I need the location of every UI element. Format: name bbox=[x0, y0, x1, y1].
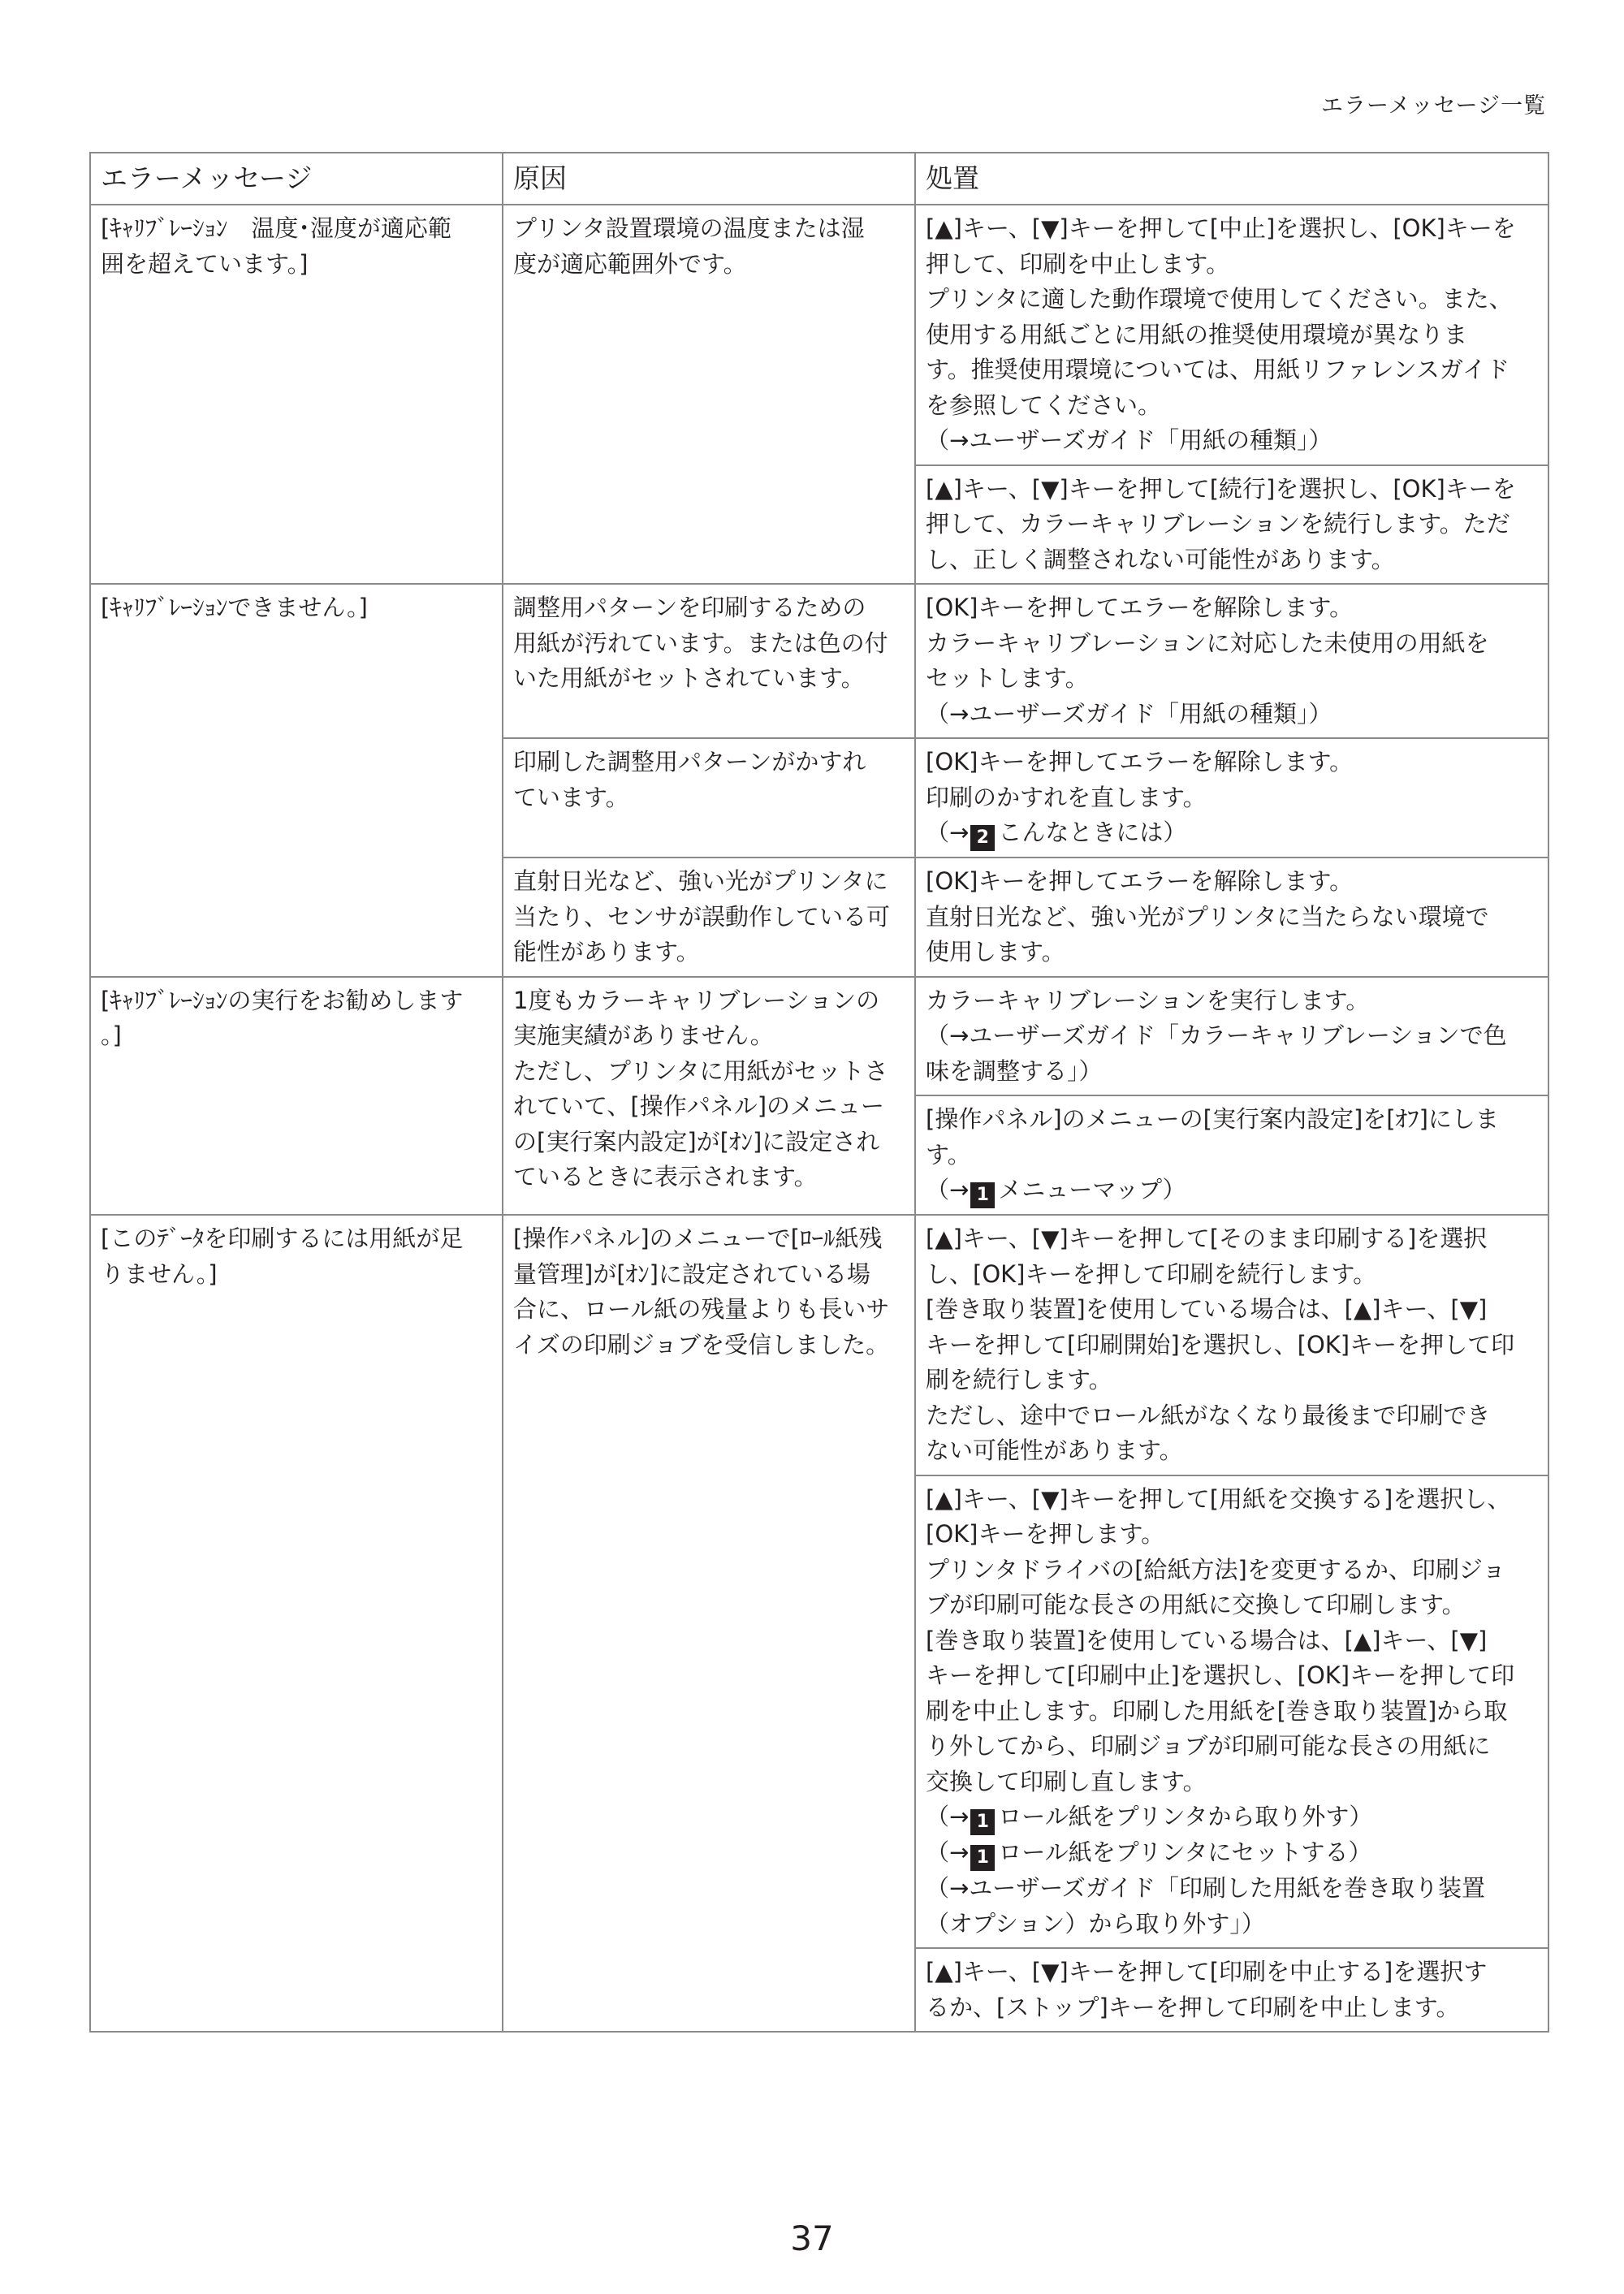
text-line: ているときに表示されます。 bbox=[513, 1163, 818, 1190]
text-line: 押して、カラーキャリブレーションを続行します。ただ bbox=[926, 510, 1510, 538]
reference-link[interactable]: （→ 1 ロール紙をプリンタにセットする） bbox=[926, 1835, 1538, 1871]
text-line: プリンタドライバの[給紙方法]を変更するか、印刷ジョ bbox=[926, 1555, 1506, 1583]
action-cell bbox=[915, 1095, 1548, 1215]
text-line: [▲]キー、[▼]キーを押して[中止]を選択し、[OK]キーを bbox=[926, 214, 1516, 242]
table-header-row bbox=[90, 153, 1548, 205]
text-line: [巻き取り装置]を使用している場合は、[▲]キー、[▼] bbox=[926, 1626, 1488, 1654]
message-cell bbox=[90, 1215, 503, 2032]
text-line: 使用します。 bbox=[926, 938, 1065, 966]
text-line: [▲]キー、[▼]キーを押して[そのまま印刷する]を選択 bbox=[926, 1225, 1488, 1252]
text-line: 当たり、センサが誤動作している可 bbox=[513, 902, 891, 931]
table-row bbox=[90, 1215, 1548, 1475]
action-cell bbox=[915, 205, 1548, 465]
text-line: ブが印刷可能な長さの用紙に交換して印刷します。 bbox=[926, 1591, 1466, 1618]
text-line: キーを押して[印刷開始]を選択し、[OK]キーを押して印 bbox=[926, 1330, 1515, 1359]
text-line: 使用する用紙ごとに用紙の推奨使用環境が異なりま bbox=[926, 320, 1468, 348]
text-line: を参照してください。 bbox=[926, 391, 1162, 419]
text-line: カラーキャリブレーションを実行します。 bbox=[926, 986, 1370, 1014]
text-line: 調整用パターンを印刷するための bbox=[513, 594, 866, 621]
text-line: 刷を続行します。 bbox=[926, 1366, 1112, 1393]
chapter-1-badge-icon: 1 bbox=[970, 1845, 995, 1871]
message-cell bbox=[90, 205, 503, 584]
action-cell bbox=[915, 1215, 1548, 1475]
text-line: 量管理]が[ｵﾝ]に設定されている場 bbox=[513, 1259, 870, 1288]
cause-cell bbox=[503, 738, 915, 858]
text-line: [ｷｬﾘﾌﾞﾚｰｼｮﾝ 温度･湿度が適応範 bbox=[101, 214, 451, 242]
text-line: り外してから、印刷ジョブが印刷可能な長さの用紙に bbox=[926, 1732, 1491, 1760]
action-cell bbox=[915, 465, 1548, 585]
text-line: [ｷｬﾘﾌﾞﾚｰｼｮﾝの実行をお勧めします bbox=[101, 986, 464, 1014]
text-line: 実施実績がありません。 bbox=[513, 1022, 774, 1049]
message-cell bbox=[90, 584, 503, 977]
text-line: 刷を中止します。印刷した用紙を[巻き取り装置]から取 bbox=[926, 1696, 1508, 1725]
text-line: （→ユーザーズガイド「用紙の種類」） bbox=[926, 699, 1332, 728]
text-line: （→ユーザーズガイド「印刷した用紙を巻き取り装置 bbox=[926, 1874, 1485, 1902]
text-line: 度が適応範囲外です。 bbox=[513, 249, 747, 278]
column-header-cause: 原因 bbox=[503, 153, 915, 205]
action-cell bbox=[915, 1475, 1548, 1949]
action-cell bbox=[915, 858, 1548, 977]
reference-link[interactable]: （→ 2 こんなときには） bbox=[926, 815, 1538, 851]
text-line: し、正しく調整されない可能性があります。 bbox=[926, 545, 1395, 573]
text-line: 直射日光など、強い光がプリンタに当たらない環境で bbox=[926, 902, 1489, 931]
text-line: [▲]キー、[▼]キーを押して[用紙を交換する]を選択し、 bbox=[926, 1484, 1511, 1513]
text-line: 印刷した調整用パターンがかすれ bbox=[513, 748, 866, 775]
text-line: 用紙が汚れています。または色の付 bbox=[513, 629, 888, 657]
text-line: れていて、[操作パネル]のメニュー bbox=[513, 1092, 885, 1120]
text-line: [操作パネル]のメニューの[実行案内設定]を[ｵﾌ]にしま bbox=[926, 1105, 1499, 1133]
text-line: 1度もカラーキャリブレーションの bbox=[513, 986, 880, 1014]
chapter-1-badge-icon: 1 bbox=[970, 1809, 995, 1835]
text-line: す。 bbox=[926, 1140, 971, 1169]
error-message-table bbox=[89, 152, 1549, 2033]
cause-cell bbox=[503, 977, 915, 1216]
table-row bbox=[90, 205, 1548, 465]
reference-link[interactable]: （→ 1 メニューマップ） bbox=[926, 1173, 1538, 1208]
text-line: [OK]キーを押してエラーを解除します。 bbox=[926, 594, 1354, 621]
page-number: 37 bbox=[790, 2218, 834, 2258]
reference-link[interactable]: （→ 1 ロール紙をプリンタから取り外す） bbox=[926, 1799, 1538, 1835]
text-line: ただし、途中でロール紙がなくなり最後まで印刷でき bbox=[926, 1401, 1491, 1429]
action-cell bbox=[915, 977, 1548, 1096]
text-line: イズの印刷ジョブを受信しました。 bbox=[513, 1330, 890, 1359]
text-line: （オプション）から取り外す」） bbox=[926, 1909, 1265, 1938]
column-header-action: 処置 bbox=[915, 153, 1548, 205]
text-line: るか、[ストップ]キーを押して印刷を中止します。 bbox=[926, 1993, 1460, 2021]
text-line: 直射日光など、強い光がプリンタに bbox=[513, 867, 888, 895]
text-line: 印刷のかすれを直します。 bbox=[926, 783, 1207, 811]
table-row bbox=[90, 977, 1548, 1096]
text-line: 。] bbox=[101, 1022, 122, 1049]
text-line: [巻き取り装置]を使用している場合は、[▲]キー、[▼] bbox=[926, 1295, 1488, 1323]
cause-cell bbox=[503, 205, 915, 584]
text-line: いた用紙がセットされています。 bbox=[513, 664, 865, 692]
text-line: [ｷｬﾘﾌﾞﾚｰｼｮﾝできません。] bbox=[101, 594, 368, 621]
action-cell bbox=[915, 738, 1548, 858]
message-cell bbox=[90, 977, 503, 1216]
text-line: 交換して印刷し直します。 bbox=[926, 1767, 1207, 1795]
text-line: [OK]キーを押してエラーを解除します。 bbox=[926, 748, 1354, 775]
text-line: [▲]キー、[▼]キーを押して[続行]を選択し、[OK]キーを bbox=[926, 474, 1516, 503]
cause-cell bbox=[503, 1215, 915, 2032]
text-line: の[実行案内設定]が[ｵﾝ]に設定され bbox=[513, 1127, 880, 1156]
page-header-title: エラーメッセージ一覧 bbox=[1320, 93, 1546, 119]
text-line: ない可能性があります。 bbox=[926, 1436, 1183, 1464]
text-line: 囲を超えています。] bbox=[101, 249, 309, 278]
action-cell bbox=[915, 1948, 1548, 2032]
text-line: ています。 bbox=[513, 783, 629, 811]
cause-cell bbox=[503, 584, 915, 738]
action-cell bbox=[915, 584, 1548, 738]
text-line: りません。] bbox=[101, 1259, 218, 1288]
text-line: 合に、ロール紙の残量よりも長いサ bbox=[513, 1295, 890, 1323]
chapter-2-badge-icon: 2 bbox=[970, 825, 995, 851]
text-line: プリンタ設置環境の温度または湿 bbox=[513, 214, 865, 242]
text-line: キーを押して[印刷中止]を選択し、[OK]キーを押して印 bbox=[926, 1661, 1515, 1689]
text-line: ただし、プリンタに用紙がセットさ bbox=[513, 1056, 888, 1085]
chapter-1-badge-icon: 1 bbox=[970, 1182, 995, 1208]
table-row bbox=[90, 584, 1548, 738]
text-line: 能性があります。 bbox=[513, 938, 700, 966]
text-line: [このﾃﾞｰﾀを印刷するには用紙が足 bbox=[101, 1225, 464, 1252]
text-line: [▲]キー、[▼]キーを押して[印刷を中止する]を選択す bbox=[926, 1958, 1488, 1985]
text-line: セットします。 bbox=[926, 664, 1089, 692]
text-line: カラーキャリブレーションに対応した未使用の用紙を bbox=[926, 629, 1489, 657]
cause-cell bbox=[503, 858, 915, 977]
text-line: プリンタに適した動作環境で使用してください。また、 bbox=[926, 285, 1513, 313]
text-line: す。推奨使用環境については、用紙リファレンスガイド bbox=[926, 356, 1510, 383]
text-line: 味を調整する」） bbox=[926, 1056, 1103, 1085]
text-line: 押して、印刷を中止します。 bbox=[926, 249, 1230, 278]
text-line: し、[OK]キーを押して印刷を続行します。 bbox=[926, 1259, 1377, 1288]
text-line: （→ユーザーズガイド「カラーキャリブレーションで色 bbox=[926, 1022, 1507, 1049]
text-line: [OK]キーを押してエラーを解除します。 bbox=[926, 867, 1354, 895]
column-header-message: エラーメッセージ bbox=[90, 153, 503, 205]
text-line: （→ユーザーズガイド「用紙の種類」） bbox=[926, 426, 1332, 454]
text-line: [OK]キーを押します。 bbox=[926, 1520, 1165, 1548]
text-line: [操作パネル]のメニューで[ﾛｰﾙ紙残 bbox=[513, 1225, 883, 1252]
